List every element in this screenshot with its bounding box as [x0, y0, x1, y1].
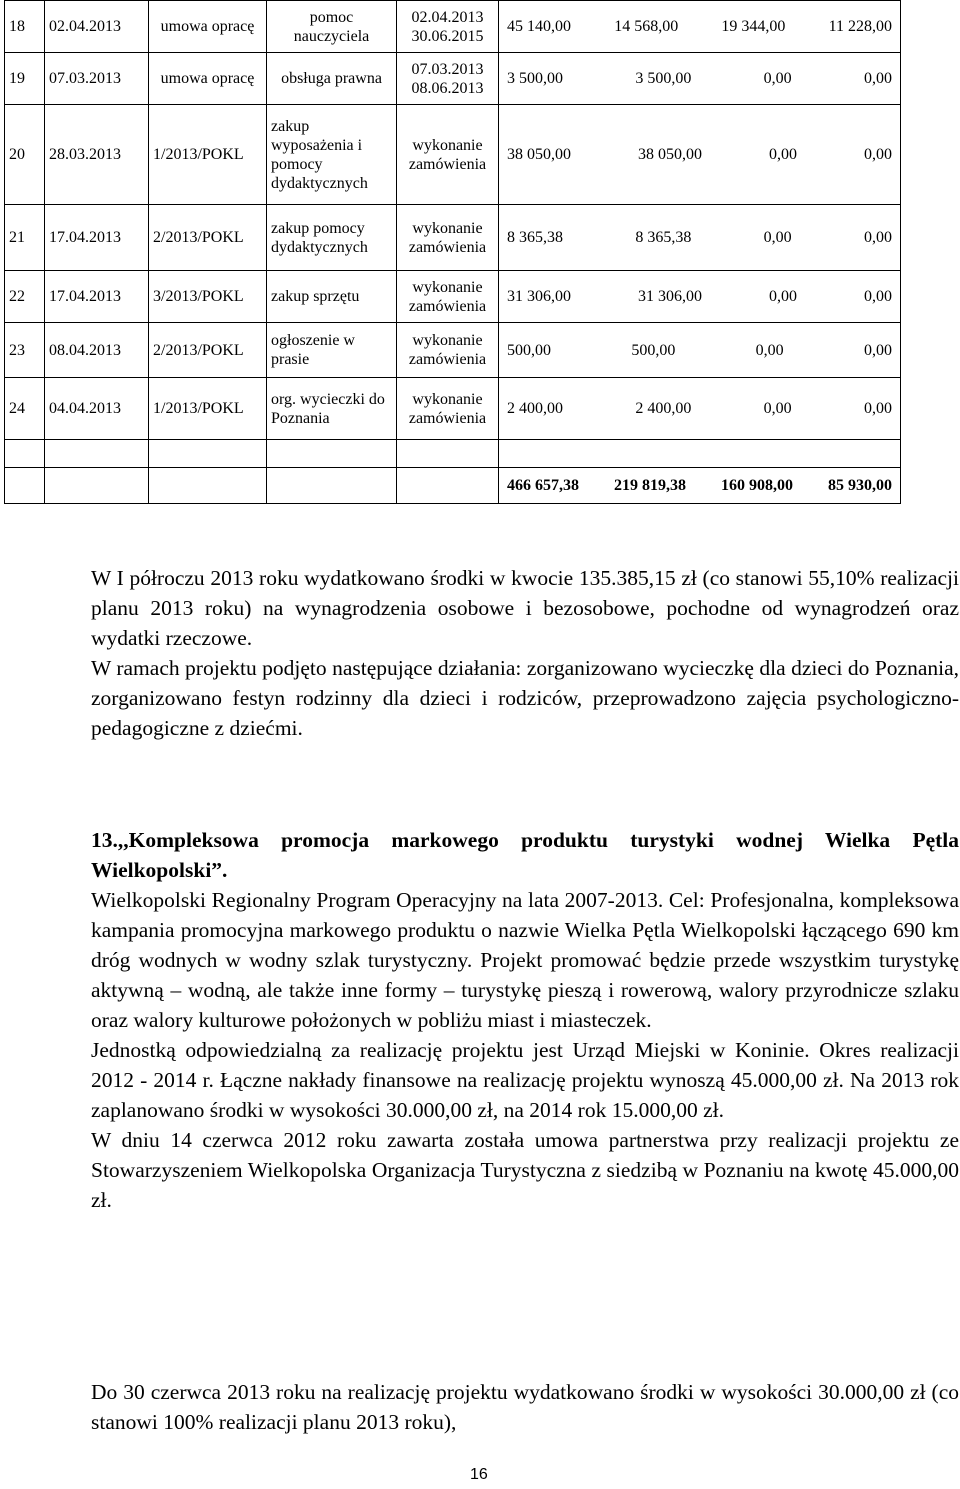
row-date: 04.04.2013 — [45, 378, 149, 440]
amount-c: 19 344,00 — [721, 18, 786, 35]
amount-a: 45 140,00 — [507, 18, 571, 35]
row-document: 1/2013/POKL — [149, 105, 267, 205]
empty-cell — [149, 440, 267, 468]
row-document: umowa opracę — [149, 53, 267, 105]
row-amounts — [499, 105, 901, 205]
row-date: 17.04.2013 — [45, 271, 149, 323]
table-row — [5, 205, 901, 271]
table-row — [5, 1, 901, 53]
amount-d: 0,00 — [863, 400, 892, 417]
expense-table — [4, 0, 901, 504]
totals-amounts — [499, 468, 901, 504]
totals-row — [5, 468, 901, 504]
section-13-heading: 13.,,Kompleksowa promocja markowego produktu turystyki wodnej Wielka Pętla Wielkopolski”. — [91, 828, 959, 882]
table-row — [5, 323, 901, 378]
amount-b: 2 400,00 — [635, 400, 692, 417]
row-amounts — [499, 323, 901, 378]
table-row — [5, 271, 901, 323]
table-row — [5, 53, 901, 105]
row-subject: zakup wyposażenia i pomocy dydaktycznych — [267, 105, 397, 205]
amount-b: 31 306,00 — [638, 288, 702, 305]
amount-b: 8 365,38 — [635, 229, 692, 246]
row-date: 02.04.2013 — [45, 1, 149, 53]
row-amounts — [499, 378, 901, 440]
table-row — [5, 378, 901, 440]
amount-c: 0,00 — [763, 229, 792, 246]
row-amounts — [499, 1, 901, 53]
row-kind: wykonanie zamówienia — [397, 105, 499, 205]
row-subject: obsługa prawna — [267, 53, 397, 105]
total-b: 219 819,38 — [614, 477, 686, 494]
paragraph-program: Wielkopolski Regionalny Program Operacyjny na lata 2007-2013. Cel: Profesjonalna, kompleksowa kampania promocyjna markowego produktu o nazwie Wielka Pętla Wielkopolski łączącego 690 km dróg wodnych w wodny szlak turystyczny. Projekt promować będzie przede wszystkim turystykę aktywną – wodną, ale także inne formy – turystykę pieszą i rowerową, walory przyrodnicze szlaku oraz walory kulturowe położonych w pobliżu miast i miasteczek. — [91, 888, 959, 1032]
row-subject: zakup pomocy dydaktycznych — [267, 205, 397, 271]
amount-c: 0,00 — [769, 146, 797, 163]
row-amounts — [499, 205, 901, 271]
total-a: 466 657,38 — [507, 477, 579, 494]
amount-d: 0,00 — [864, 146, 892, 163]
totals-empty-cell — [5, 468, 45, 504]
row-number: 20 — [5, 105, 45, 205]
paragraph-partnership: W dniu 14 czerwca 2012 roku zawarta została umowa partnerstwa przy realizacji projektu ze Stowarzyszeniem Wielkopolska Organizacja Turystyczna z siedzibą w Poznaniu na kwotę 45.000,00 zł. — [91, 1128, 959, 1212]
row-document: 1/2013/POKL — [149, 378, 267, 440]
row-kind: 07.03.2013 08.06.2013 — [397, 53, 499, 105]
amount-b: 14 568,00 — [614, 18, 679, 35]
table-row — [5, 105, 901, 205]
row-number: 18 — [5, 1, 45, 53]
section-13-spending — [91, 1377, 959, 1437]
amount-c: 0,00 — [763, 400, 792, 417]
row-document: 2/2013/POKL — [149, 323, 267, 378]
amount-d: 11 228,00 — [828, 18, 892, 35]
row-date: 17.04.2013 — [45, 205, 149, 271]
amount-a: 500,00 — [507, 341, 551, 359]
paragraph-spending: Do 30 czerwca 2013 roku na realizację projektu wydatkowano środki w wysokości 30.000,00 zł (co stanowi 100% realizacji planu 2013 roku), — [91, 1380, 959, 1434]
table-row-empty — [5, 440, 901, 468]
amount-c: 0,00 — [763, 70, 792, 87]
amount-d: 0,00 — [864, 288, 892, 305]
amount-d: 0,00 — [863, 341, 892, 359]
paragraph-responsible-unit: Jednostką odpowiedzialną za realizację projektu jest Urząd Miejski w Koninie. Okres realizacji 2012 - 2014 r. Łączne nakłady finansowe na realizację projektu wynoszą 45.000,00 zł. Na 2013 rok zaplanowano środki w wysokości 30.000,00 zł, na 2014 rok 15.000,00 zł. — [91, 1038, 959, 1122]
row-subject: zakup sprzętu — [267, 271, 397, 323]
row-document: umowa opracę — [149, 1, 267, 53]
row-date: 28.03.2013 — [45, 105, 149, 205]
row-date: 07.03.2013 — [45, 53, 149, 105]
paragraph-activities: W ramach projektu podjęto następujące działania: zorganizowano wycieczkę dla dzieci do Poznania, zorganizowano festyn rodzinny dla dzieci i rodziców, przeprowadzono zajęcia psychologiczno-pedagogiczne z dziećmi. — [91, 656, 959, 740]
empty-cell — [5, 440, 45, 468]
amount-b: 3 500,00 — [635, 70, 692, 87]
row-subject: ogłoszenie w prasie — [267, 323, 397, 378]
empty-cell — [397, 440, 499, 468]
paragraph-summary: W I półroczu 2013 roku wydatkowano środki w kwocie 135.385,15 zł (co stanowi 55,10% realizacji planu 2013 roku) na wynagrodzenia osobowe i bezosobowe, pochodne od wynagrodzeń oraz wydatki rzeczowe. — [91, 566, 959, 650]
row-amounts — [499, 271, 901, 323]
amount-d: 0,00 — [863, 70, 892, 87]
empty-cell — [499, 440, 901, 468]
empty-cell — [45, 440, 149, 468]
totals-empty-cell — [149, 468, 267, 504]
row-number: 23 — [5, 323, 45, 378]
amount-a: 2 400,00 — [507, 400, 563, 417]
empty-cell — [267, 440, 397, 468]
total-d: 85 930,00 — [828, 477, 892, 494]
row-number: 19 — [5, 53, 45, 105]
row-kind: 02.04.2013 30.06.2015 — [397, 1, 499, 53]
row-kind: wykonanie zamówienia — [397, 378, 499, 440]
row-kind: wykonanie zamówienia — [397, 205, 499, 271]
row-kind: wykonanie zamówienia — [397, 271, 499, 323]
total-c: 160 908,00 — [721, 477, 793, 494]
section-13 — [91, 825, 959, 1215]
amount-d: 0,00 — [863, 229, 892, 246]
row-date: 08.04.2013 — [45, 323, 149, 378]
amount-b: 38 050,00 — [638, 146, 702, 163]
totals-empty-cell — [397, 468, 499, 504]
amount-a: 38 050,00 — [507, 146, 571, 163]
amount-c: 0,00 — [769, 288, 797, 305]
row-amounts — [499, 53, 901, 105]
amount-a: 31 306,00 — [507, 288, 571, 305]
totals-empty-cell — [267, 468, 397, 504]
row-number: 22 — [5, 271, 45, 323]
row-subject: pomoc nauczyciela — [267, 1, 397, 53]
page-number: 16 — [470, 1466, 488, 1483]
amount-a: 8 365,38 — [507, 229, 563, 246]
row-document: 2/2013/POKL — [149, 205, 267, 271]
row-subject: org. wycieczki do Poznania — [267, 378, 397, 440]
totals-empty-cell — [45, 468, 149, 504]
body-text — [91, 563, 959, 743]
row-number: 21 — [5, 205, 45, 271]
amount-c: 0,00 — [755, 341, 784, 359]
amount-b: 500,00 — [631, 341, 676, 359]
amount-a: 3 500,00 — [507, 70, 563, 87]
row-kind: wykonanie zamówienia — [397, 323, 499, 378]
row-number: 24 — [5, 378, 45, 440]
row-document: 3/2013/POKL — [149, 271, 267, 323]
